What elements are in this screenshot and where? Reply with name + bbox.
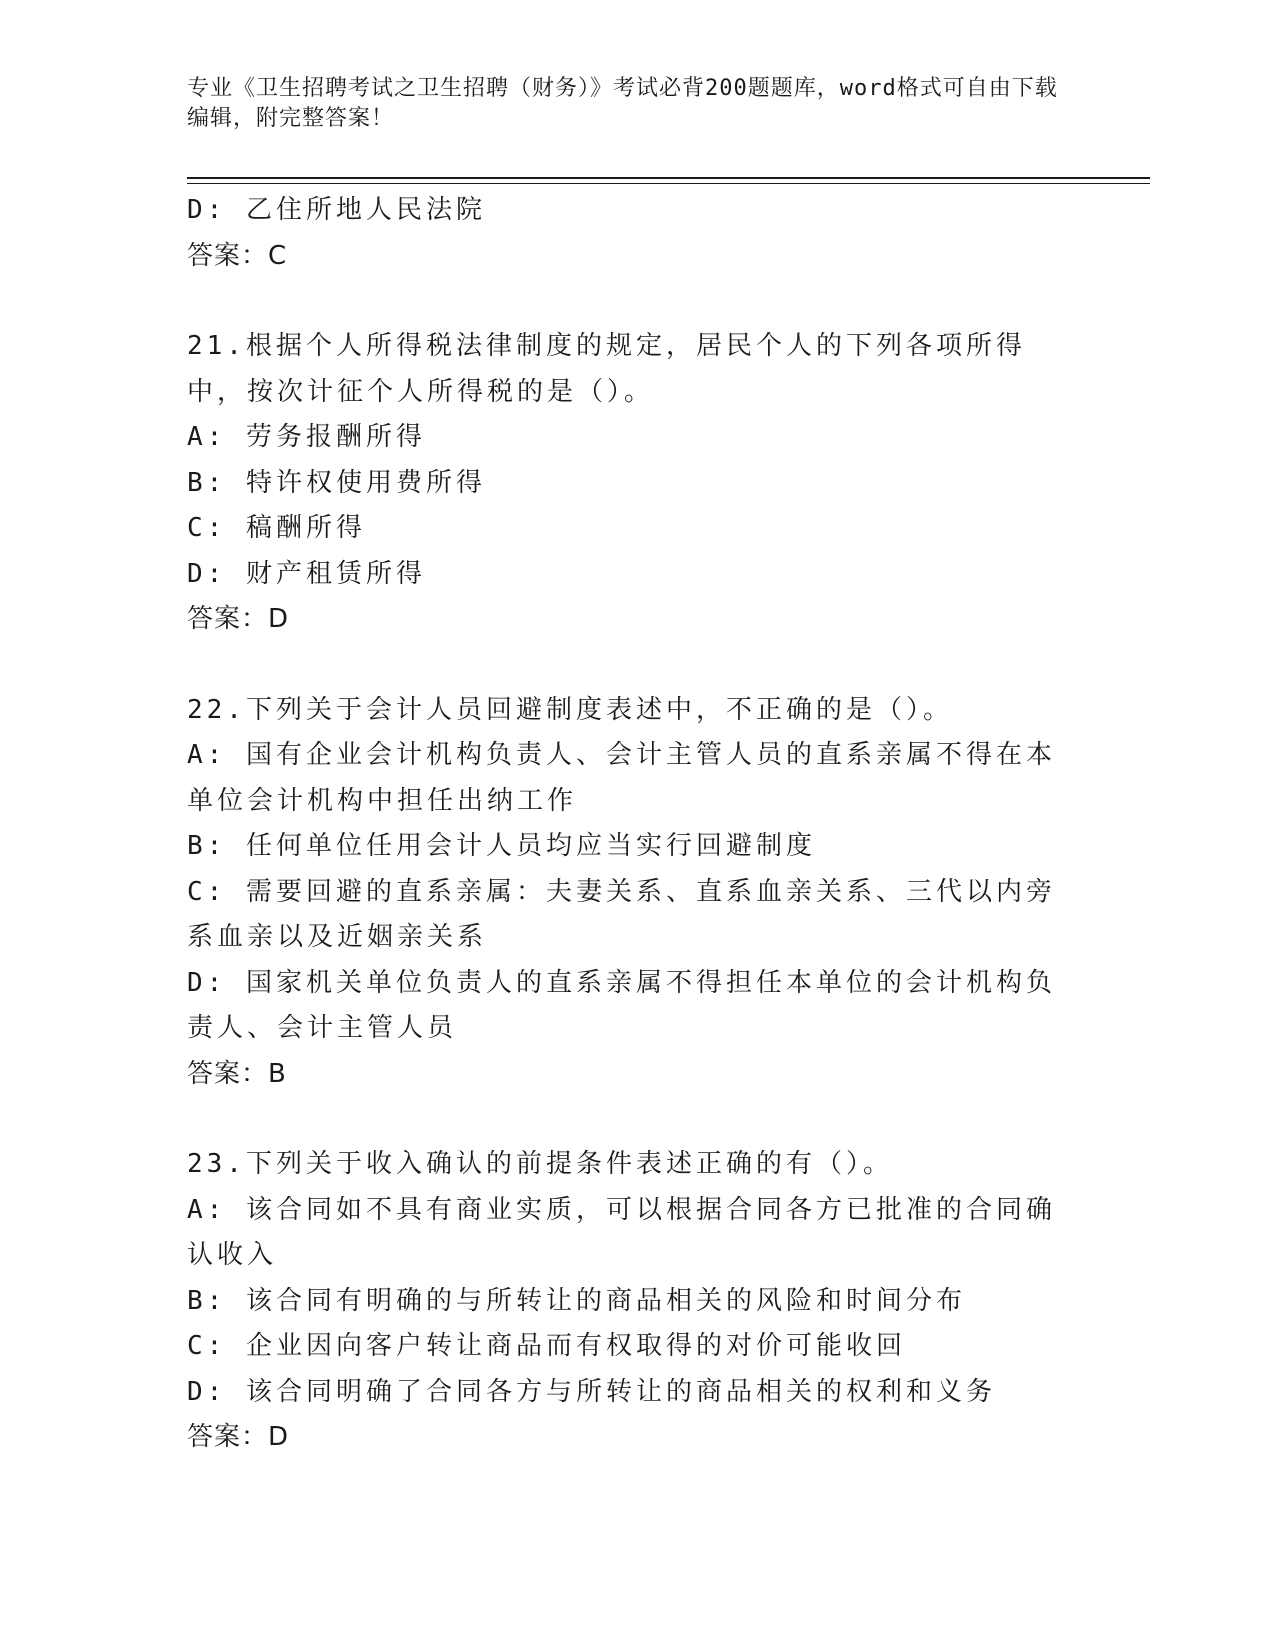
option-c: C: 稿酬所得 bbox=[187, 513, 366, 543]
question-answer: 答案：D bbox=[187, 604, 290, 634]
question-stem: 21.根据个人所得税法律制度的规定，居民个人的下列各项所得中，按次计征个人所得税的是（）。 bbox=[187, 331, 1026, 407]
option-d: D: 财产租赁所得 bbox=[187, 558, 426, 589]
spacer bbox=[187, 1097, 1077, 1142]
question-23 bbox=[187, 1142, 1077, 1461]
option-a: A: 劳务报酬所得 bbox=[187, 422, 426, 452]
question-stem: 22.下列关于会计人员回避制度表述中，不正确的是（）。 bbox=[187, 694, 953, 725]
document-header: 专业《卫生招聘考试之卫生招聘（财务）》考试必背200题题库，word格式可自由下载编辑，附完整答案！ bbox=[187, 76, 1058, 131]
question-stem: 23.下列关于收入确认的前提条件表述正确的有（）。 bbox=[187, 1149, 893, 1179]
question-22 bbox=[187, 688, 1077, 1098]
option-b: B: 任何单位任用会计人员均应当实行回避制度 bbox=[187, 831, 816, 861]
option-b: B: 该合同有明确的与所转让的商品相关的风险和时间分布 bbox=[187, 1285, 966, 1316]
option-b: B: 特许权使用费所得 bbox=[187, 467, 486, 498]
header-divider-thin bbox=[187, 183, 1150, 184]
option-c: C: 需要回避的直系亲属：夫妻关系、直系血亲关系、三代以内旁系血亲以及近姻亲关系 bbox=[187, 876, 1056, 952]
option-c: C: 企业因向客户转让商品而有权取得的对价可能收回 bbox=[187, 1331, 906, 1361]
question-21 bbox=[187, 324, 1077, 643]
question-content bbox=[187, 188, 1077, 1461]
question-answer: 答案：B bbox=[187, 1058, 287, 1089]
carryover-option-d: D: 乙住所地人民法院 bbox=[187, 195, 486, 225]
carryover-answer: 答案：C bbox=[187, 240, 288, 271]
spacer bbox=[187, 643, 1077, 688]
option-a: A: 该合同如不具有商业实质，可以根据合同各方已批准的合同确认收入 bbox=[187, 1194, 1056, 1270]
option-d: D: 该合同明确了合同各方与所转让的商品相关的权利和义务 bbox=[187, 1376, 996, 1407]
option-a: A: 国有企业会计机构负责人、会计主管人员的直系亲属不得在本单位会计机构中担任出纳工作 bbox=[187, 740, 1056, 816]
spacer bbox=[187, 279, 1077, 324]
option-d: D: 国家机关单位负责人的直系亲属不得担任本单位的会计机构负责人、会计主管人员 bbox=[187, 967, 1056, 1043]
question-answer: 答案：D bbox=[187, 1422, 290, 1452]
header-divider-thick bbox=[187, 177, 1150, 179]
